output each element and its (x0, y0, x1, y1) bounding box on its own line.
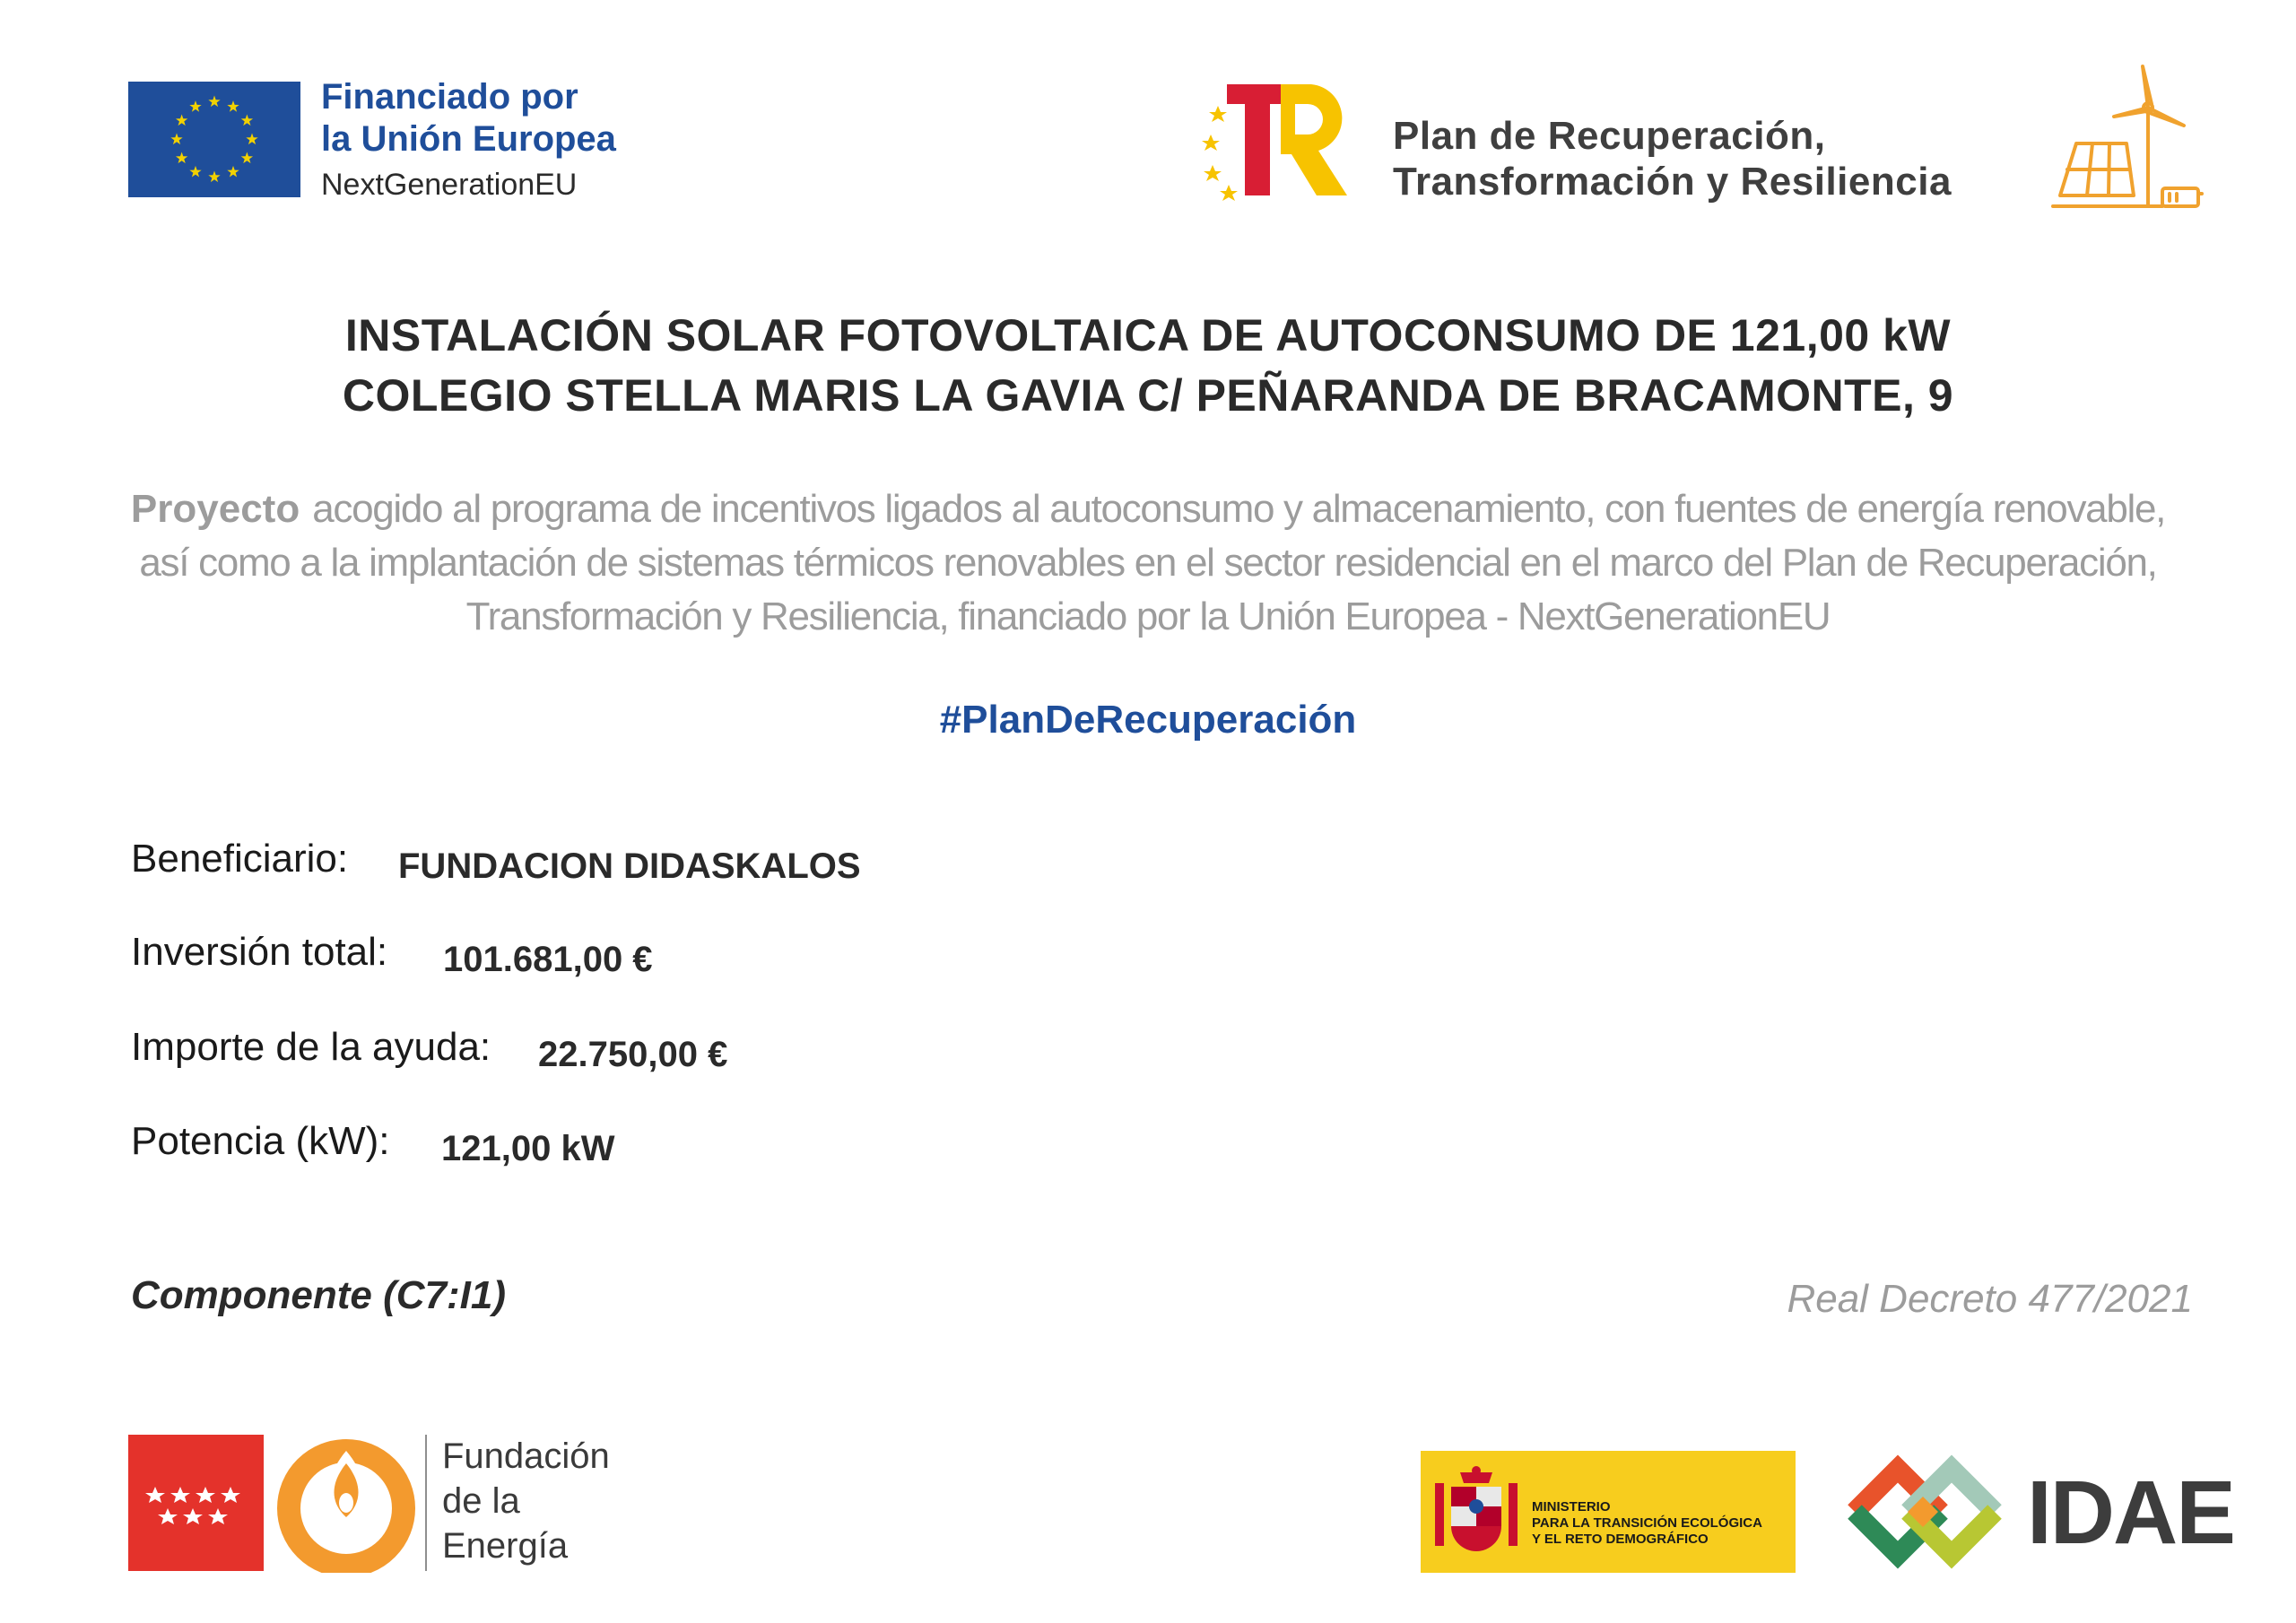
real-decreto-text: Real Decreto 477/2021 (1787, 1277, 2193, 1321)
ministerio-logo (1421, 1451, 1796, 1573)
ayuda-value: 22.750,00 € (538, 1035, 728, 1074)
beneficiario-label: Beneficiario: (131, 837, 349, 881)
description-lead: Proyecto (130, 487, 300, 531)
renewable-energy-icon (2049, 63, 2204, 212)
prtr-logo (1202, 79, 1356, 201)
project-description (126, 482, 2170, 644)
componente-text: Componente (C7:I1) (131, 1273, 506, 1317)
eu-funding-line2: la Unión Europea (321, 119, 616, 159)
fundacion-line1: Fundación (442, 1436, 610, 1476)
idae-symbol-logo (1837, 1451, 2013, 1573)
ministerio-line3: Y EL RETO DEMOGRÁFICO (1532, 1532, 1709, 1547)
comunidad-madrid-flag-logo (128, 1435, 264, 1571)
spain-coat-of-arms-icon (1433, 1465, 1519, 1562)
inversion-label: Inversión total: (131, 930, 388, 974)
fundacion-line2: de la (442, 1481, 520, 1521)
fundacion-line3: Energía (442, 1526, 569, 1566)
eu-funding-line1: Financiado por (321, 77, 578, 117)
hashtag: #PlanDeRecuperación (939, 698, 1357, 742)
eu-flag-logo (128, 82, 300, 197)
fundacion-energia-logo (274, 1433, 418, 1573)
idae-wordmark: IDAE (2027, 1462, 2234, 1563)
fundacion-divider (425, 1435, 427, 1571)
ministerio-line1: MINISTERIO (1532, 1499, 1611, 1515)
potencia-label: Potencia (kW): (131, 1119, 390, 1163)
beneficiario-value: FUNDACION DIDASKALOS (398, 846, 861, 886)
ministerio-line2: PARA LA TRANSICIÓN ECOLÓGICA (1532, 1515, 1762, 1531)
ayuda-label: Importe de la ayuda: (131, 1025, 491, 1069)
project-title-line1: INSTALACIÓN SOLAR FOTOVOLTAICA DE AUTOCONSUMO DE 121,00 kW (344, 310, 1952, 360)
potencia-value: 121,00 kW (441, 1129, 615, 1168)
prtr-title-line1: Plan de Recuperación, (1393, 114, 1826, 158)
prtr-title-line2: Transformación y Resiliencia (1393, 160, 1952, 204)
description-text: acogido al programa de incentivos ligados al autoconsumo y almacenamiento, con fuentes de energía renovable, así como a la implantación de sistemas térmicos renovables en el sector residencial en el marco del Plan de Recuperación, Transformación y Resiliencia, financiado por la Unión Europea - NextGenerationEU (139, 487, 2166, 638)
inversion-value: 101.681,00 € (443, 940, 653, 979)
project-title-line2: COLEGIO STELLA MARIS LA GAVIA C/ PEÑARANDA DE BRACAMONTE, 9 (342, 370, 1954, 421)
eu-funding-line3: NextGenerationEU (321, 168, 578, 202)
